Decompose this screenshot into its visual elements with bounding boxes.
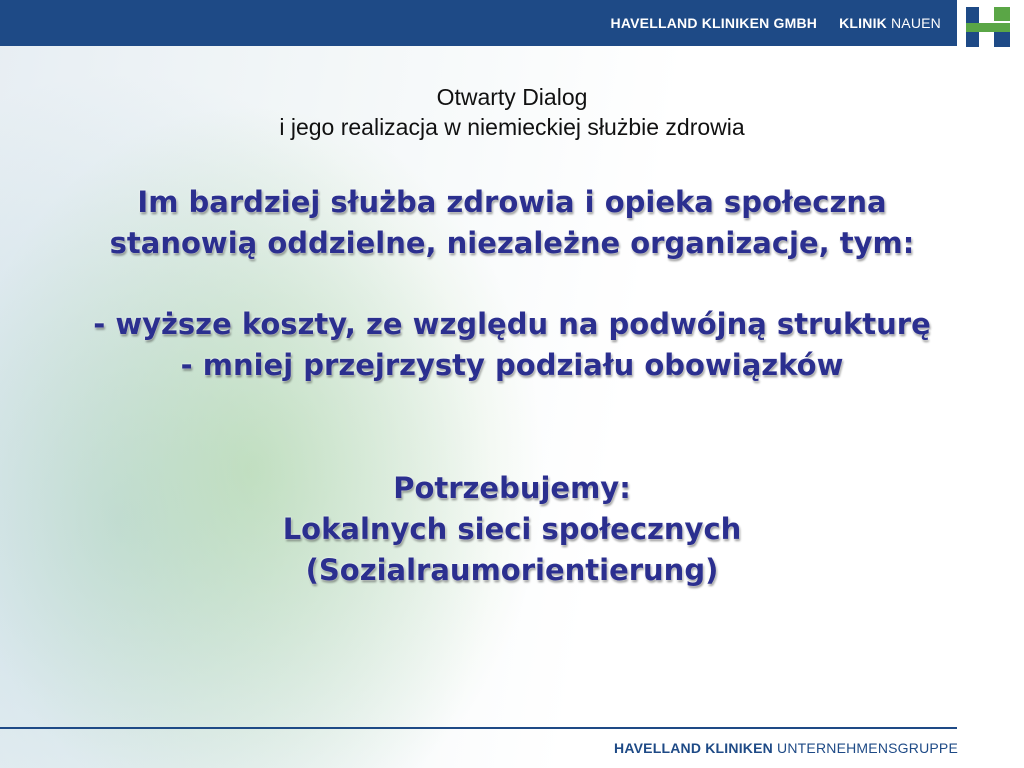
need-line-2: (Sozialraumorientierung) (305, 553, 719, 587)
need-heading: Potrzebujemy: (393, 471, 631, 505)
header-bar (0, 0, 957, 46)
slide-main-content (0, 182, 1024, 591)
footer-group: UNTERNEHMENSGRUPPE (777, 740, 958, 756)
need-line-1: Lokalnych sieci społecznych (282, 512, 742, 546)
footer-brand: HAVELLAND KLINIKEN (614, 740, 773, 756)
slide-subtitle (0, 82, 1024, 142)
header-klinik-label: KLINIK (839, 15, 887, 31)
footer-text (614, 740, 958, 756)
statement-line-1: Im bardziej służba zdrowia i opieka społeczna (137, 185, 887, 219)
slide-title-line-2: i jego realizacja w niemieckiej służbie zdrowia (279, 114, 745, 140)
footer-divider (0, 727, 957, 729)
statement-line-2: stanowią oddzielne, niezależne organizacje, tym: (109, 226, 915, 260)
slide-title-line-1: Otwarty Dialog (436, 84, 588, 110)
bullet-unclear-duties: - mniej przejrzysty podziału obowiązków (180, 348, 844, 382)
header-klinik-location: NAUEN (890, 15, 941, 31)
header-company-name: HAVELLAND KLINIKEN GMBH (610, 15, 818, 31)
bullet-higher-costs: - wyższe koszty, ze względu na podwójną strukturę (93, 307, 931, 341)
havelland-logo-icon (964, 5, 1012, 49)
